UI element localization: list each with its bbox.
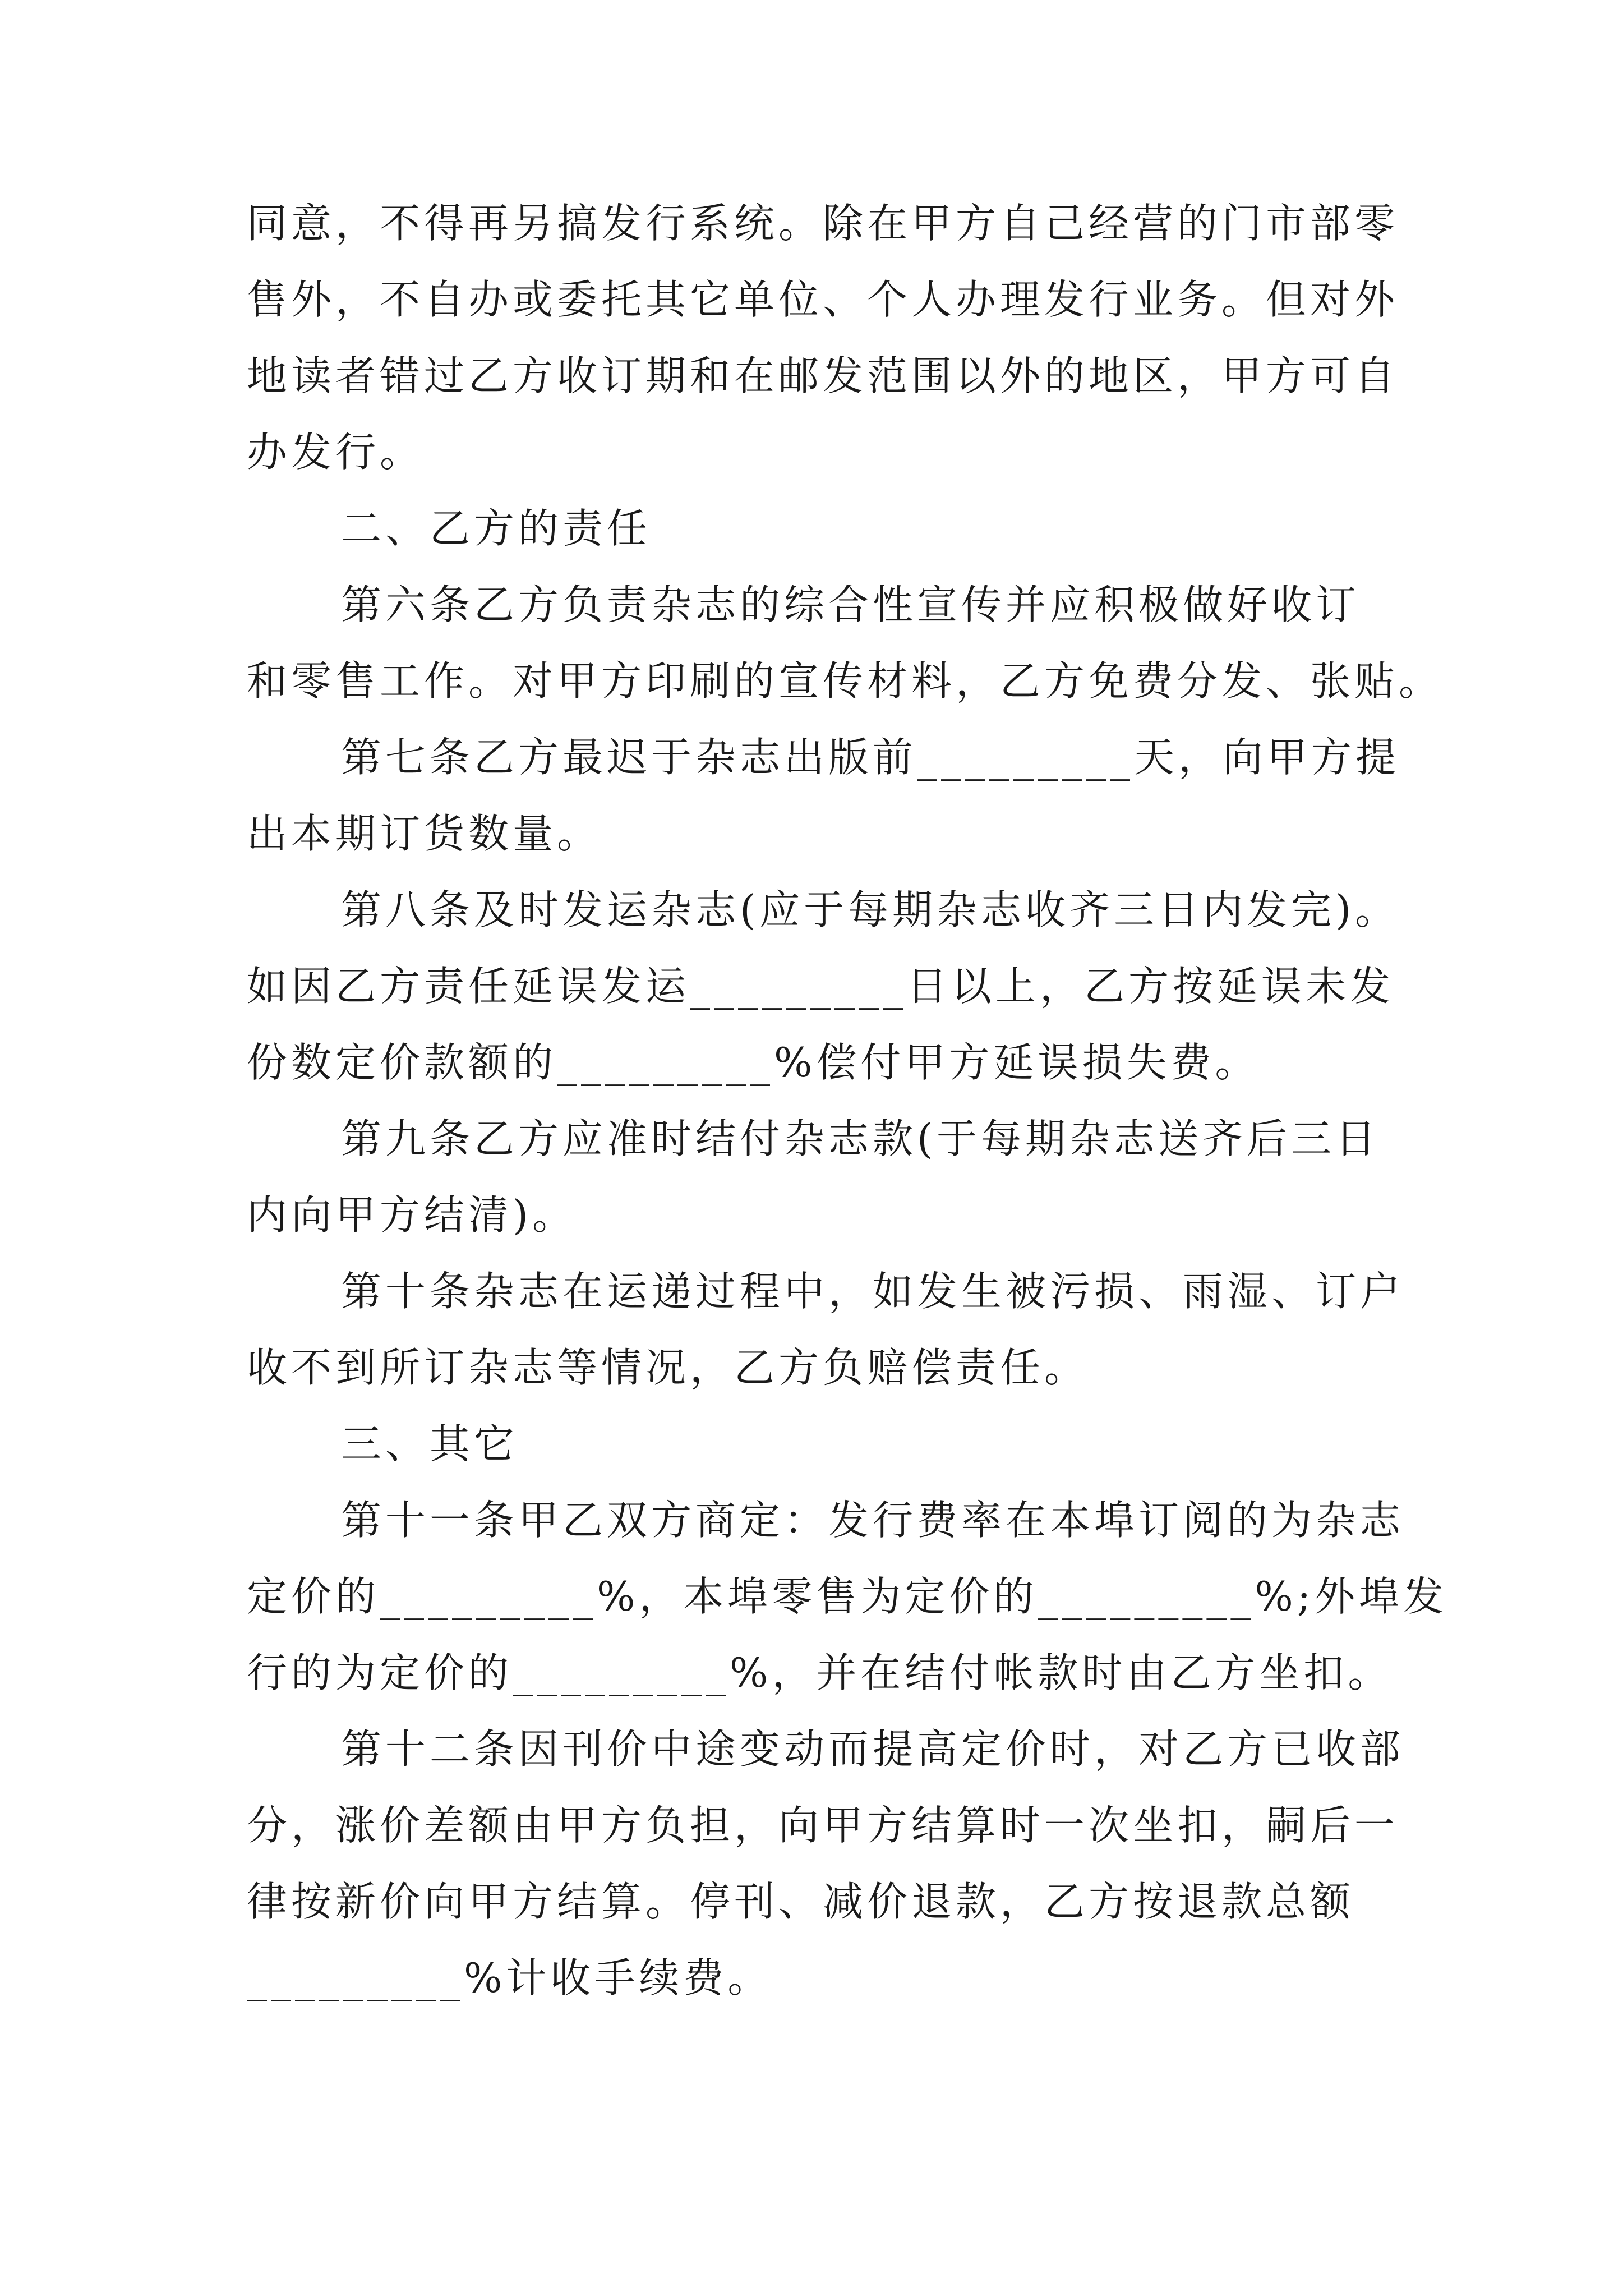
body-line: 办发行。	[247, 429, 425, 476]
section-heading: 三、其它	[341, 1420, 519, 1467]
body-line: 定价的_________%，本埠零售为定价的_________%;外埠发	[247, 1573, 1448, 1620]
body-line: 分，涨价差额由甲方负担，向甲方结算时一次坐扣，嗣后一	[247, 1802, 1399, 1849]
body-line: _________%计收手续费。	[247, 1954, 772, 2001]
body-line: 同意，不得再另搞发行系统。除在甲方自己经营的门市部零	[247, 200, 1399, 247]
body-line: 出本期订货数量。	[247, 810, 602, 857]
body-line: 如因乙方责任延误发运_________日以上，乙方按延误未发	[247, 963, 1395, 1010]
body-line: 行的为定价的_________%，并在结付帐款时由乙方坐扣。	[247, 1649, 1393, 1696]
body-line: 第十二条因刊价中途变动而提高定价时，对乙方已收部	[341, 1726, 1405, 1773]
body-line: 律按新价向甲方结算。停刊、减价退款，乙方按退款总额	[247, 1878, 1355, 1925]
body-line: 第七条乙方最迟于杂志出版前_________天，向甲方提	[341, 734, 1400, 781]
body-line: 第九条乙方应准时结付杂志款(于每期杂志送齐后三日	[341, 1115, 1380, 1162]
body-line: 第八条及时发运杂志(应于每期杂志收齐三日内发完)。	[341, 886, 1400, 933]
body-line: 售外，不自办或委托其它单位、个人办理发行业务。但对外	[247, 276, 1399, 323]
body-line: 地读者错过乙方收订期和在邮发范围以外的地区，甲方可自	[247, 352, 1399, 399]
body-line: 第十一条甲乙双方商定：发行费率在本埠订阅的为杂志	[341, 1497, 1405, 1544]
body-line: 第六条乙方负责杂志的综合性宣传并应积极做好收订	[341, 581, 1361, 628]
body-line: 收不到所订杂志等情况，乙方负赔偿责任。	[247, 1344, 1089, 1391]
section-heading: 二、乙方的责任	[341, 505, 652, 552]
body-line: 第十条杂志在运递过程中，如发生被污损、雨湿、订户	[341, 1268, 1405, 1315]
body-line: 和零售工作。对甲方印刷的宣传材料，乙方免费分发、张贴。	[247, 657, 1444, 705]
body-line: 份数定价款额的_________%偿付甲方延误损失费。	[247, 1039, 1260, 1086]
body-line: 内向甲方结清)。	[247, 1191, 577, 1239]
